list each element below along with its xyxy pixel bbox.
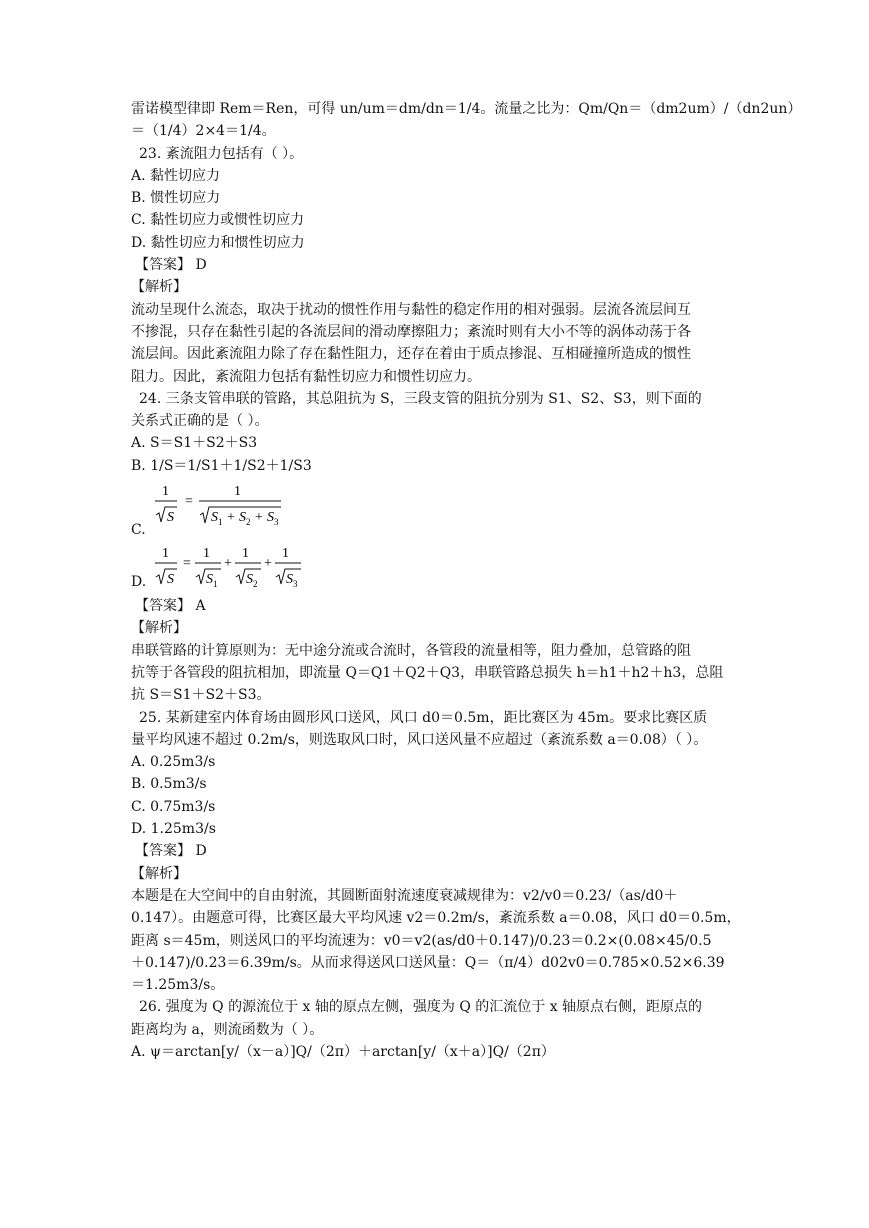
option-a: A. S＝S1＋S2＋S3 [131,435,258,452]
formula-c [153,477,323,539]
question-stem-line-1: 26. 强度为 Q 的源流位于 x 轴的原点左侧，强度为 Q 的汇流位于 x 轴原点右侧，距原点的 [139,999,703,1016]
intro-line-1: 雷诺模型律即 Rem＝Ren，可得 un/um＝dm/dn＝1/4。流量之比为：Qm/Qn＝（dm2um）/（dn2un） [131,101,802,117]
question-24 [131,388,739,707]
intro-line-2: ＝（1/4）2×4＝1/4。 [131,123,276,140]
question-26 [131,996,739,1063]
question-stem-line-2: 关系式正确的是（ ）。 [131,413,269,430]
option-b: B. 惯性切应力 [131,190,221,207]
answer: 【答案】 D [135,257,207,274]
option-a: A. ψ＝arctan[y/（x－a）]Q/（2π）＋arctan[y/（x＋a）]Q/（2π） [131,1043,555,1060]
formula-d [153,543,323,593]
option-d [131,543,739,595]
svg-text:1: 1 [162,546,169,562]
option-c [131,477,739,543]
document-page [131,98,802,1063]
svg-text:=: = [185,494,193,510]
svg-text:S: S [267,510,274,526]
svg-text:1: 1 [218,517,223,528]
svg-text:2: 2 [253,579,258,590]
analysis-text: 串联管路的计算原则为：无中途分流或合流时，各管段的流量相等，阻力叠加，总管路的阻 抗等于各管段的阻抗相加，即流量 Q＝Q1＋Q2＋Q3，串联管路总损失 h＝h1＋h2＋h3，总阻 抗 S＝S1＋S2＋S3。 [131,642,724,704]
option-d: D. 1.25m3/s [131,821,216,838]
svg-text:S: S [239,510,246,526]
analysis-label: 【解析】 [131,865,187,882]
question-23 [131,143,739,388]
svg-text:2: 2 [246,517,251,528]
option-d-label: D. [131,573,147,590]
svg-text:S: S [246,572,253,588]
analysis-label: 【解析】 [131,620,187,637]
svg-text:S: S [286,572,293,588]
option-c-label: C. [131,521,146,538]
svg-text:1: 1 [234,484,241,500]
svg-text:1: 1 [242,546,249,562]
option-b: B. 0.5m3/s [131,776,207,793]
option-d: D. 黏性切应力和惯性切应力 [131,234,305,251]
question-stem-line-2: 量平均风速不超过 0.2m/s，则选取风口时，风口送风量不应超过（紊流系数 a＝0.08）（ ）。 [131,731,708,748]
analysis-text: 流动呈现什么流态，取决于扰动的惯性作用与黏性的稳定作用的相对强弱。层流各流层间互 不掺混，只存在黏性引起的各流层间的滑动摩擦阻力；紊流时则有大小不等的涡体动荡于各 流层间。因此紊流阻力除了存在黏性阻力，还存在着由于质点掺混、互相碰撞所造成的惯性 阻力。因此，紊流阻力包括有黏性切应力和惯性切应力。 [131,301,691,385]
analysis-label: 【解析】 [131,279,187,296]
svg-text:3: 3 [293,579,298,590]
svg-text:1: 1 [213,579,218,590]
svg-text:=: = [183,556,191,572]
question-stem: 23. 紊流阻力包括有（ ）。 [139,145,304,162]
option-c: C. 黏性切应力或惯性切应力 [131,212,305,229]
answer: 【答案】 D [135,843,207,860]
answer: 【答案】 A [135,598,206,615]
svg-text:S: S [167,510,174,526]
svg-text:1: 1 [203,546,210,562]
option-a: A. 0.25m3/s [131,754,216,771]
question-stem-line-1: 25. 某新建室内体育场由圆形风口送风，风口 d0＝0.5m，距比赛区为 45m。要求比赛区质 [139,709,708,726]
numerator-1: 1 [162,484,169,500]
intro-paragraph [131,98,802,143]
analysis-text: 本题是在大空间中的自由射流，其圆断面射流速度衰减规律为：v2/v0＝0.23/（as/d0＋ 0.147）。由题意可得，比赛区最大平均风速 v2＝0.2m/s，紊流系数 a＝0.08，风口 d0＝0.5m， 距离 s＝45m，则送风口的平均流速为：v0＝v2(as/d0＋0.147)/0.23＝0.2×(0.08×45/0.5 ＋0.147)/0.23＝6.39m/s。从而求得送风口送风量：Q＝（π/4）d02v0＝0.785×0.52×6.39 ＝1.25m3/s。 [131,887,741,994]
svg-text:+: + [264,556,272,572]
question-stem-line-2: 距离均为 a，则流函数为（ ）。 [131,1021,324,1038]
svg-text:S: S [211,510,218,526]
svg-text:S: S [167,572,174,588]
option-b: B. 1/S＝1/S1＋1/S2＋1/S3 [131,457,312,474]
svg-text:S: S [206,572,213,588]
svg-text:+: + [227,510,235,526]
svg-text:3: 3 [274,517,279,528]
option-c: C. 0.75m3/s [131,798,216,815]
svg-text:+: + [224,556,232,572]
question-stem-line-1: 24. 三条支管串联的管路，其总阻抗为 S，三段支管的阻抗分别为 S1、S2、S3，则下面的 [139,390,702,407]
svg-text:+: + [255,510,263,526]
question-25 [131,707,739,997]
option-a: A. 黏性切应力 [131,167,221,184]
svg-text:1: 1 [282,546,289,562]
